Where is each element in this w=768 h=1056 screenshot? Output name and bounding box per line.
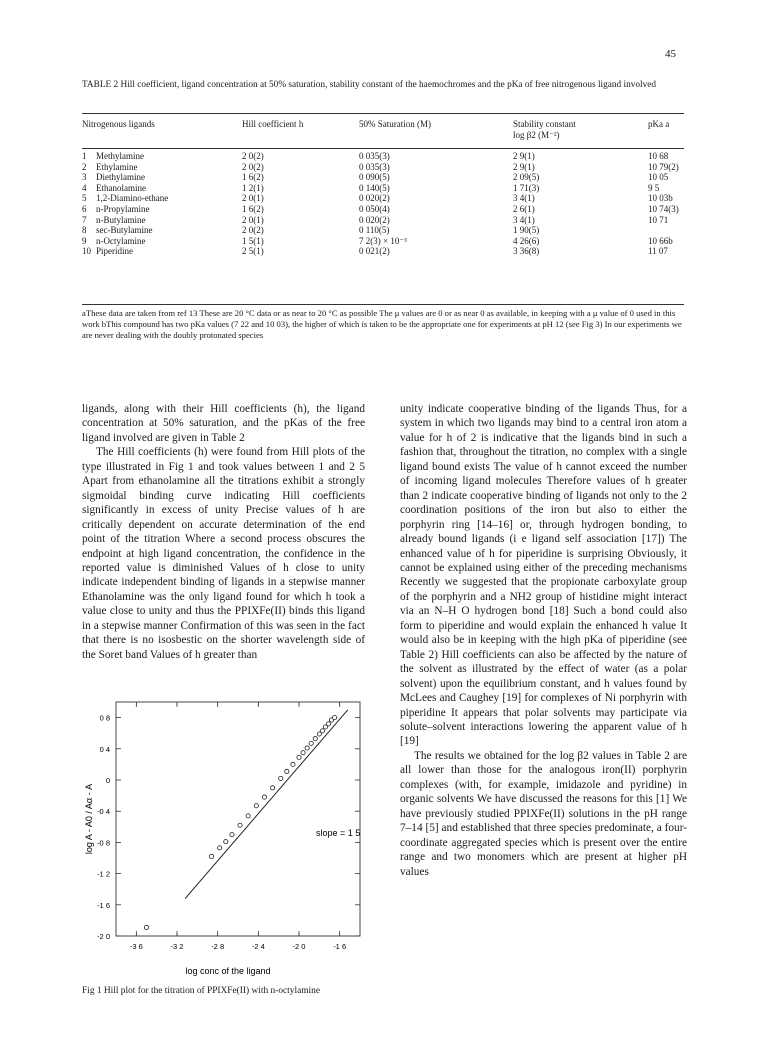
header-stability-line2: log β2 (M⁻²) xyxy=(513,129,560,140)
header-stability xyxy=(513,116,648,151)
table-row xyxy=(82,193,684,204)
right-column xyxy=(400,402,687,879)
data-point xyxy=(218,846,222,850)
data-point xyxy=(313,737,317,741)
cell-saturation: 0 020(2) xyxy=(359,214,390,225)
cell-hill: 2 0(2) xyxy=(242,151,264,161)
row-number: 9 xyxy=(82,235,87,246)
cell-ligand xyxy=(82,151,242,162)
data-point xyxy=(309,741,313,745)
x-tick-label: -2 0 xyxy=(292,942,306,951)
x-tick-label: -3 2 xyxy=(170,942,184,951)
table-row xyxy=(82,236,684,247)
y-tick-label: 0 8 xyxy=(99,713,110,723)
y-tick-label: -1 2 xyxy=(97,869,110,879)
data-point xyxy=(238,823,242,827)
data-point xyxy=(291,762,295,766)
cell-stability: 3 4(1) xyxy=(513,214,535,225)
cell-saturation: 0 021(2) xyxy=(359,246,390,257)
y-tick-label: -0 8 xyxy=(97,838,110,848)
cell-stability: 3 4(1) xyxy=(513,193,535,204)
table-row xyxy=(82,172,684,183)
row-number: 7 xyxy=(82,214,87,225)
cell-ligand xyxy=(82,162,242,173)
y-axis-label: log A - A0 / Aα - A xyxy=(84,783,94,855)
cell-saturation: 0 140(5) xyxy=(359,182,390,193)
cell-hill: 1 2(1) xyxy=(242,182,264,193)
cell-pka: 10 79(2) xyxy=(648,161,679,172)
data-point xyxy=(230,833,234,837)
header-ligand: Nitrogenous ligands xyxy=(82,119,155,129)
data-point xyxy=(297,755,301,759)
header-stability-line1: Stability constant xyxy=(513,119,576,129)
data-point xyxy=(305,746,309,750)
ligand-name: Ethanolamine xyxy=(96,182,146,193)
cell-pka: 10 71 xyxy=(648,214,669,225)
cell-pka: 10 03b xyxy=(648,193,673,204)
y-tick-label: -0 4 xyxy=(97,807,110,817)
cell-hill: 1 5(1) xyxy=(242,235,264,246)
cell-pka: 10 05 xyxy=(648,172,669,183)
data-point xyxy=(326,722,330,726)
x-tick-label: -3 6 xyxy=(129,942,143,951)
cell-saturation: 0 035(3) xyxy=(359,161,390,172)
x-axis-label: log conc of the ligand xyxy=(185,966,271,976)
slope-annotation: slope = 1 5 xyxy=(316,828,361,838)
cell-ligand xyxy=(82,204,242,215)
cell-stability: 2 6(1) xyxy=(513,203,535,214)
x-tick-label: -1 6 xyxy=(333,942,347,951)
cell-hill: 1 6(2) xyxy=(242,203,264,214)
cell-saturation: 0 090(5) xyxy=(359,172,390,183)
y-tick-label: 0 4 xyxy=(99,744,110,754)
left-paragraph-2: The Hill coefficients (h) were found from Hill plots of the type illustrated in Fig 1 and took values between 1 and 2 5 Apart from ethanolamine all the titrations exhibit a strongly sigmoidal binding curve indicating Hill coefficients significantly in excess of unity Precise values of h are critically dependent on accurate determination of the end point of the titration Where a second process obscures the endpoint at high ligand concentration, the confidence in the reported value is diminished Values of h close to unity indicate independent binding of ligands in a stepwise manner Ethanolamine was the only ligand found for which h took a value close to unity and thus the PPIXFe(II) binds this ligand in a stepwise manner Confirmation of this was seen in the fact that there is no isosbestic on the shorter wavelength side of the Soret band Values of h greater than xyxy=(82,446,365,661)
cell-ligand xyxy=(82,193,242,204)
table-top-rule xyxy=(82,113,684,114)
right-paragraph-1: unity indicate cooperative binding of the ligands Thus, for a system in which two ligands may bind to a central iron atom a value for h of 2 is indicative that the ligands bind in such a fashion that, throughout the titration, no complex with a single ligand bound exists The value of h cannot exceed the number of incoming ligand molecules Therefore values of h greater than 2 indicate cooperative binding of ligands not only to the 2 coordination positions of the iron but also to either the porphyrin ring [14–16] or, through hydrogen bonding, to already bound ligands (i e ligand self association [17]) The enhanced value of h for piperidine is surprising Obviously, it cannot be explained using either of the preceding mechanisms Recently we suggested that the propionate carboxylate group of the porphyrin and a NH2 group of histidine might interact via an N–H O hydrogen bond [18] Such a bond could also form to piperidine and would explain the enhanced h value It would also be in keeping with the high pKa of piperidine (see Table 2) Hill coefficients can also be affected by the nature of the solvent as illustrated by the effect of water (as a polar solvent) upon the equilibrium constant, and h values found by McLees and Caughey [19] for complexes of Ni porphyrin with piperidine It appears that polar solvents may participate via solute–solvent interactions lowering the apparent value of h [19] xyxy=(400,403,687,748)
x-tick-label: -2 8 xyxy=(211,942,225,951)
ligand-name: Piperidine xyxy=(96,246,133,257)
fit-line xyxy=(185,710,348,899)
row-number: 6 xyxy=(82,203,87,214)
ligand-name: n-Propylamine xyxy=(96,203,150,214)
data-point xyxy=(285,769,289,773)
table-row xyxy=(82,246,684,257)
cell-saturation: 7 2(3) × 10⁻³ xyxy=(359,235,407,246)
cell-pka xyxy=(648,225,684,236)
cell-saturation: 0 020(2) xyxy=(359,193,390,204)
table-row xyxy=(82,183,684,194)
cell-hill: 1 6(2) xyxy=(242,172,264,183)
data-point xyxy=(209,854,213,858)
ligand-name: Diethylamine xyxy=(96,172,145,183)
row-number: 2 xyxy=(82,161,87,172)
cell-pka: 10 68 xyxy=(648,151,669,161)
row-number: 5 xyxy=(82,193,87,204)
ligand-name: n-Butylamine xyxy=(96,214,146,225)
cell-ligand xyxy=(82,246,242,257)
cell-ligand xyxy=(82,172,242,183)
y-tick-label: -2 0 xyxy=(97,932,110,941)
cell-stability: 2 9(1) xyxy=(513,151,535,161)
page-number: 45 xyxy=(665,48,676,60)
cell-stability: 2 09(5) xyxy=(513,172,540,183)
table-bottom-rule xyxy=(82,304,684,305)
table-row xyxy=(82,162,684,173)
header-saturation: 50% Saturation (M) xyxy=(359,119,431,129)
table-header-row xyxy=(82,116,684,151)
ligand-name: 1,2-Diamino-ethane xyxy=(96,193,169,204)
table-footnote: aThese data are taken from ref 13 These are 20 °C data or as near to 20 °C as possible The μ values are 0 or as near 0 as available, in keeping with a μ value of 0 used in this work bThis compound has two pKa values (7 22 and 10 03), the higher of which is taken to be the appropriate one for experiments at pH 12 (see Fig 3) In our experiments we are never dealing with the doubly protonated species xyxy=(82,308,682,340)
left-paragraph-1: ligands, along with their Hill coefficients (h), the ligand concentration at 50% saturation, and the pKas of the free ligand involved are given in Table 2 xyxy=(82,403,365,444)
header-pka: pKa a xyxy=(648,119,670,129)
cell-stability: 1 71(3) xyxy=(513,182,540,193)
data-point xyxy=(254,804,258,808)
ligand-name: sec-Butylamine xyxy=(96,225,153,236)
table-caption: TABLE 2 Hill coefficient, ligand concentration at 50% saturation, stability constant of the haemochromes and the pKa of free nitrogenous ligand involved xyxy=(82,80,657,90)
cell-hill: 2 0(1) xyxy=(242,214,264,225)
left-column xyxy=(82,402,365,662)
y-tick-label: -1 6 xyxy=(97,900,110,910)
data-table xyxy=(82,116,684,257)
cell-stability: 1 90(5) xyxy=(513,225,540,236)
ligand-name: Ethylamine xyxy=(96,161,138,172)
table-row xyxy=(82,151,684,162)
table-row xyxy=(82,215,684,226)
row-number: 3 xyxy=(82,172,87,183)
cell-hill: 2 0(2) xyxy=(242,225,264,236)
cell-pka: 11 07 xyxy=(648,246,668,257)
cell-stability: 2 9(1) xyxy=(513,161,535,172)
cell-stability: 4 26(6) xyxy=(513,235,540,246)
cell-hill: 2 0(2) xyxy=(242,161,264,172)
row-number: 4 xyxy=(82,182,87,193)
header-hill: Hill coefficient h xyxy=(242,119,304,129)
cell-ligand xyxy=(82,236,242,247)
hill-plot xyxy=(78,688,378,980)
data-point xyxy=(262,795,266,799)
cell-pka: 9 5 xyxy=(648,182,660,193)
cell-ligand xyxy=(82,225,242,236)
data-point xyxy=(224,840,228,844)
cell-ligand xyxy=(82,183,242,194)
x-tick-label: -2 4 xyxy=(251,942,265,951)
data-point xyxy=(279,776,283,780)
row-number: 1 xyxy=(82,151,87,161)
table-row xyxy=(82,225,684,236)
cell-stability: 3 36(8) xyxy=(513,246,540,257)
cell-saturation: 0 035(3) xyxy=(359,151,390,161)
figure-caption: Fig 1 Hill plot for the titration of PPIXFe(II) with n-octylamine xyxy=(82,986,320,996)
cell-saturation: 0 050(4) xyxy=(359,203,390,214)
cell-ligand xyxy=(82,215,242,226)
row-number: 8 xyxy=(82,225,87,236)
data-point xyxy=(144,925,148,929)
data-point xyxy=(301,751,305,755)
data-point xyxy=(246,814,250,818)
ligand-name: Methylamine xyxy=(96,151,144,161)
ligand-name: n-Octylamine xyxy=(96,235,146,246)
data-point xyxy=(270,786,274,790)
cell-hill: 2 5(1) xyxy=(242,246,264,257)
right-paragraph-2: The results we obtained for the log β2 values in Table 2 are all lower than those for the analogous iron(II) porphyrin complexes (with, for example, imidazole and pyridine) in organic solvents We have discussed the reasons for this [1] We have previously studied PPIXFe(II) solutions in the pH range 7–14 [5] and established that three species predominate, a four-coordinate aggregated species which is present over the entire range and two monomers which are present at higher pH values xyxy=(400,749,687,878)
cell-hill: 2 0(1) xyxy=(242,193,264,204)
cell-pka: 10 74(3) xyxy=(648,203,679,214)
data-point xyxy=(320,729,324,733)
row-number: 10 xyxy=(82,246,91,257)
cell-saturation: 0 110(5) xyxy=(359,225,390,236)
y-tick-label: 0 xyxy=(105,776,110,785)
data-point xyxy=(332,716,336,720)
table-row xyxy=(82,204,684,215)
cell-pka: 10 66b xyxy=(648,235,673,246)
plot-frame xyxy=(116,702,360,936)
